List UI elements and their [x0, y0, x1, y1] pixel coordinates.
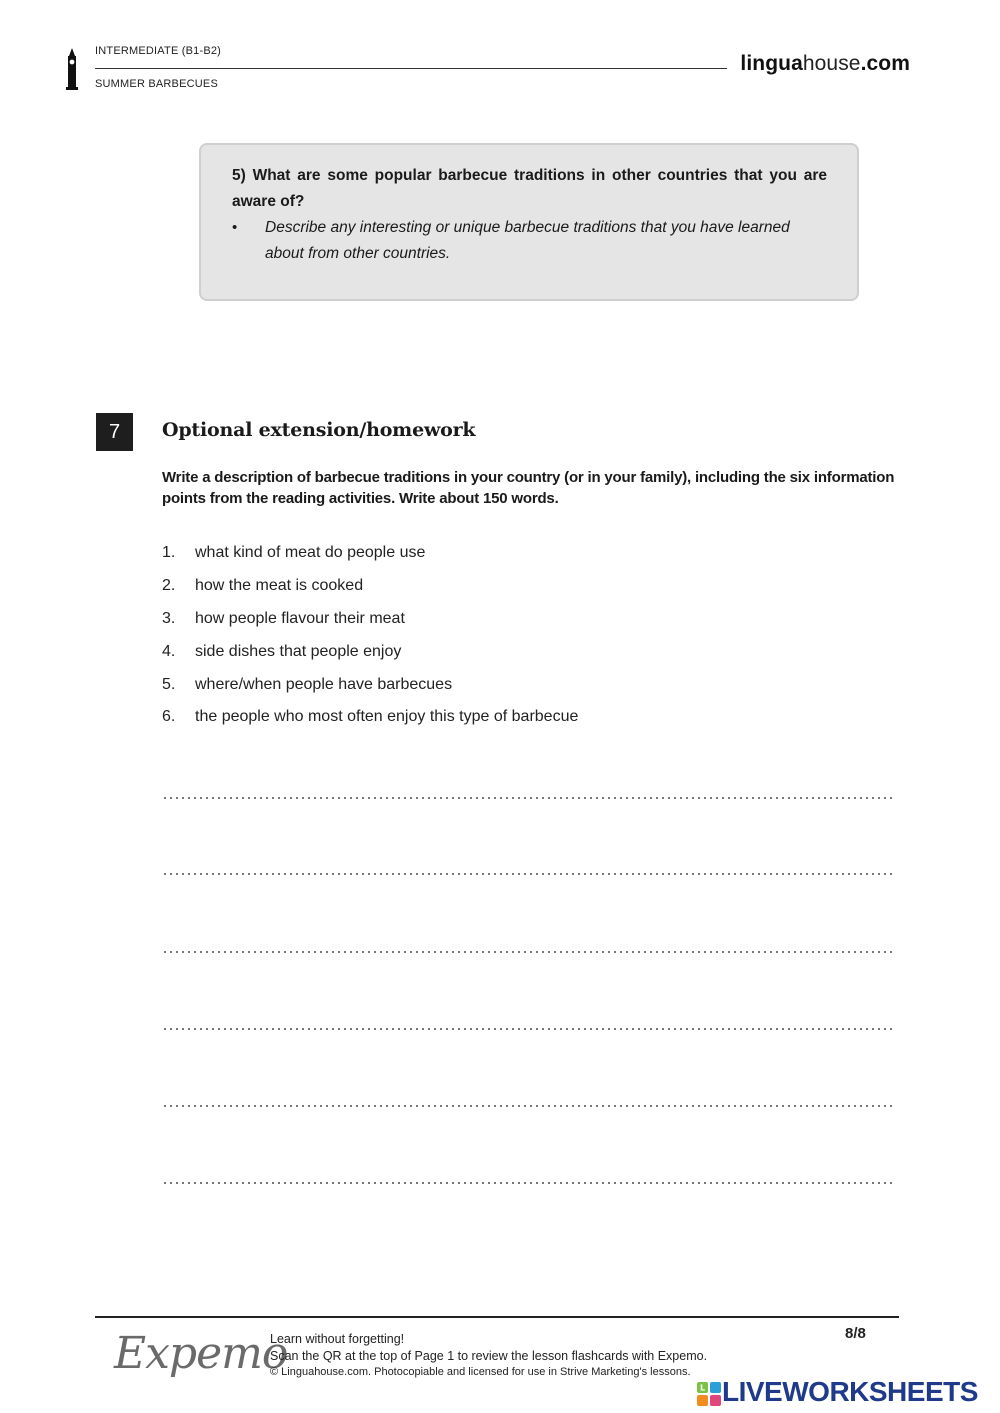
answer-line[interactable] — [162, 1028, 895, 1030]
list-item: 4. side dishes that people enjoy — [162, 642, 402, 660]
discussion-question-box — [199, 143, 859, 301]
section-number-badge: 7 — [96, 413, 133, 451]
question-title: 5) What are some popular barbecue traditions in other countries that you are aware of? — [232, 167, 827, 210]
list-item: 2. how the meat is cooked — [162, 577, 364, 595]
footer-qr-note: Scan the QR at the top of Page 1 to review the lesson flashcards with Expemo. — [270, 1349, 708, 1363]
topic-label: SUMMER BARBECUES — [95, 78, 218, 90]
answer-line[interactable] — [162, 1182, 895, 1184]
footer-divider — [95, 1316, 899, 1318]
list-item: 6. the people who most often enjoy this type of barbecue — [162, 708, 579, 726]
liveworksheets-badge-icon — [697, 1382, 721, 1406]
list-item: 5. where/when people have barbecues — [162, 675, 453, 693]
list-item: 3. how people flavour their meat — [162, 609, 405, 627]
answer-line[interactable] — [162, 1105, 895, 1107]
answer-line[interactable] — [162, 951, 895, 953]
brand-logo: linguahouse.com — [740, 52, 910, 75]
question-prompt-text: Describe any interesting or unique barbecue traditions that you have learned about from other countries. — [265, 219, 790, 262]
answer-line[interactable] — [162, 873, 895, 875]
page-number: 8/8 — [845, 1325, 866, 1342]
question-prompt — [232, 215, 827, 267]
information-points-list — [162, 537, 578, 734]
answer-line[interactable] — [162, 797, 895, 799]
section-title: Optional extension/homework — [162, 419, 476, 441]
footer-tagline: Learn without forgetting! — [270, 1332, 405, 1346]
list-item: 1. what kind of meat do people use — [162, 544, 426, 562]
expemo-logo: Expemo — [114, 1328, 288, 1379]
footer-copyright: © Linguahouse.com. Photocopiable and licensed for use in Strive Marketing's lessons. — [270, 1366, 691, 1378]
liveworksheets-watermark[interactable]: LIVEWORKSHEETS — [722, 1376, 978, 1407]
bullet-icon: • — [232, 219, 238, 236]
svg-text:L: L — [699, 1383, 706, 1393]
level-label: INTERMEDIATE (B1-B2) — [95, 45, 222, 57]
header-divider — [95, 68, 727, 69]
clock-tower-icon — [66, 48, 78, 90]
section-instructions: Write a description of barbecue traditions in your country (or in your family), including the six information points from the reading activities. Write about 150 words. — [162, 469, 895, 507]
